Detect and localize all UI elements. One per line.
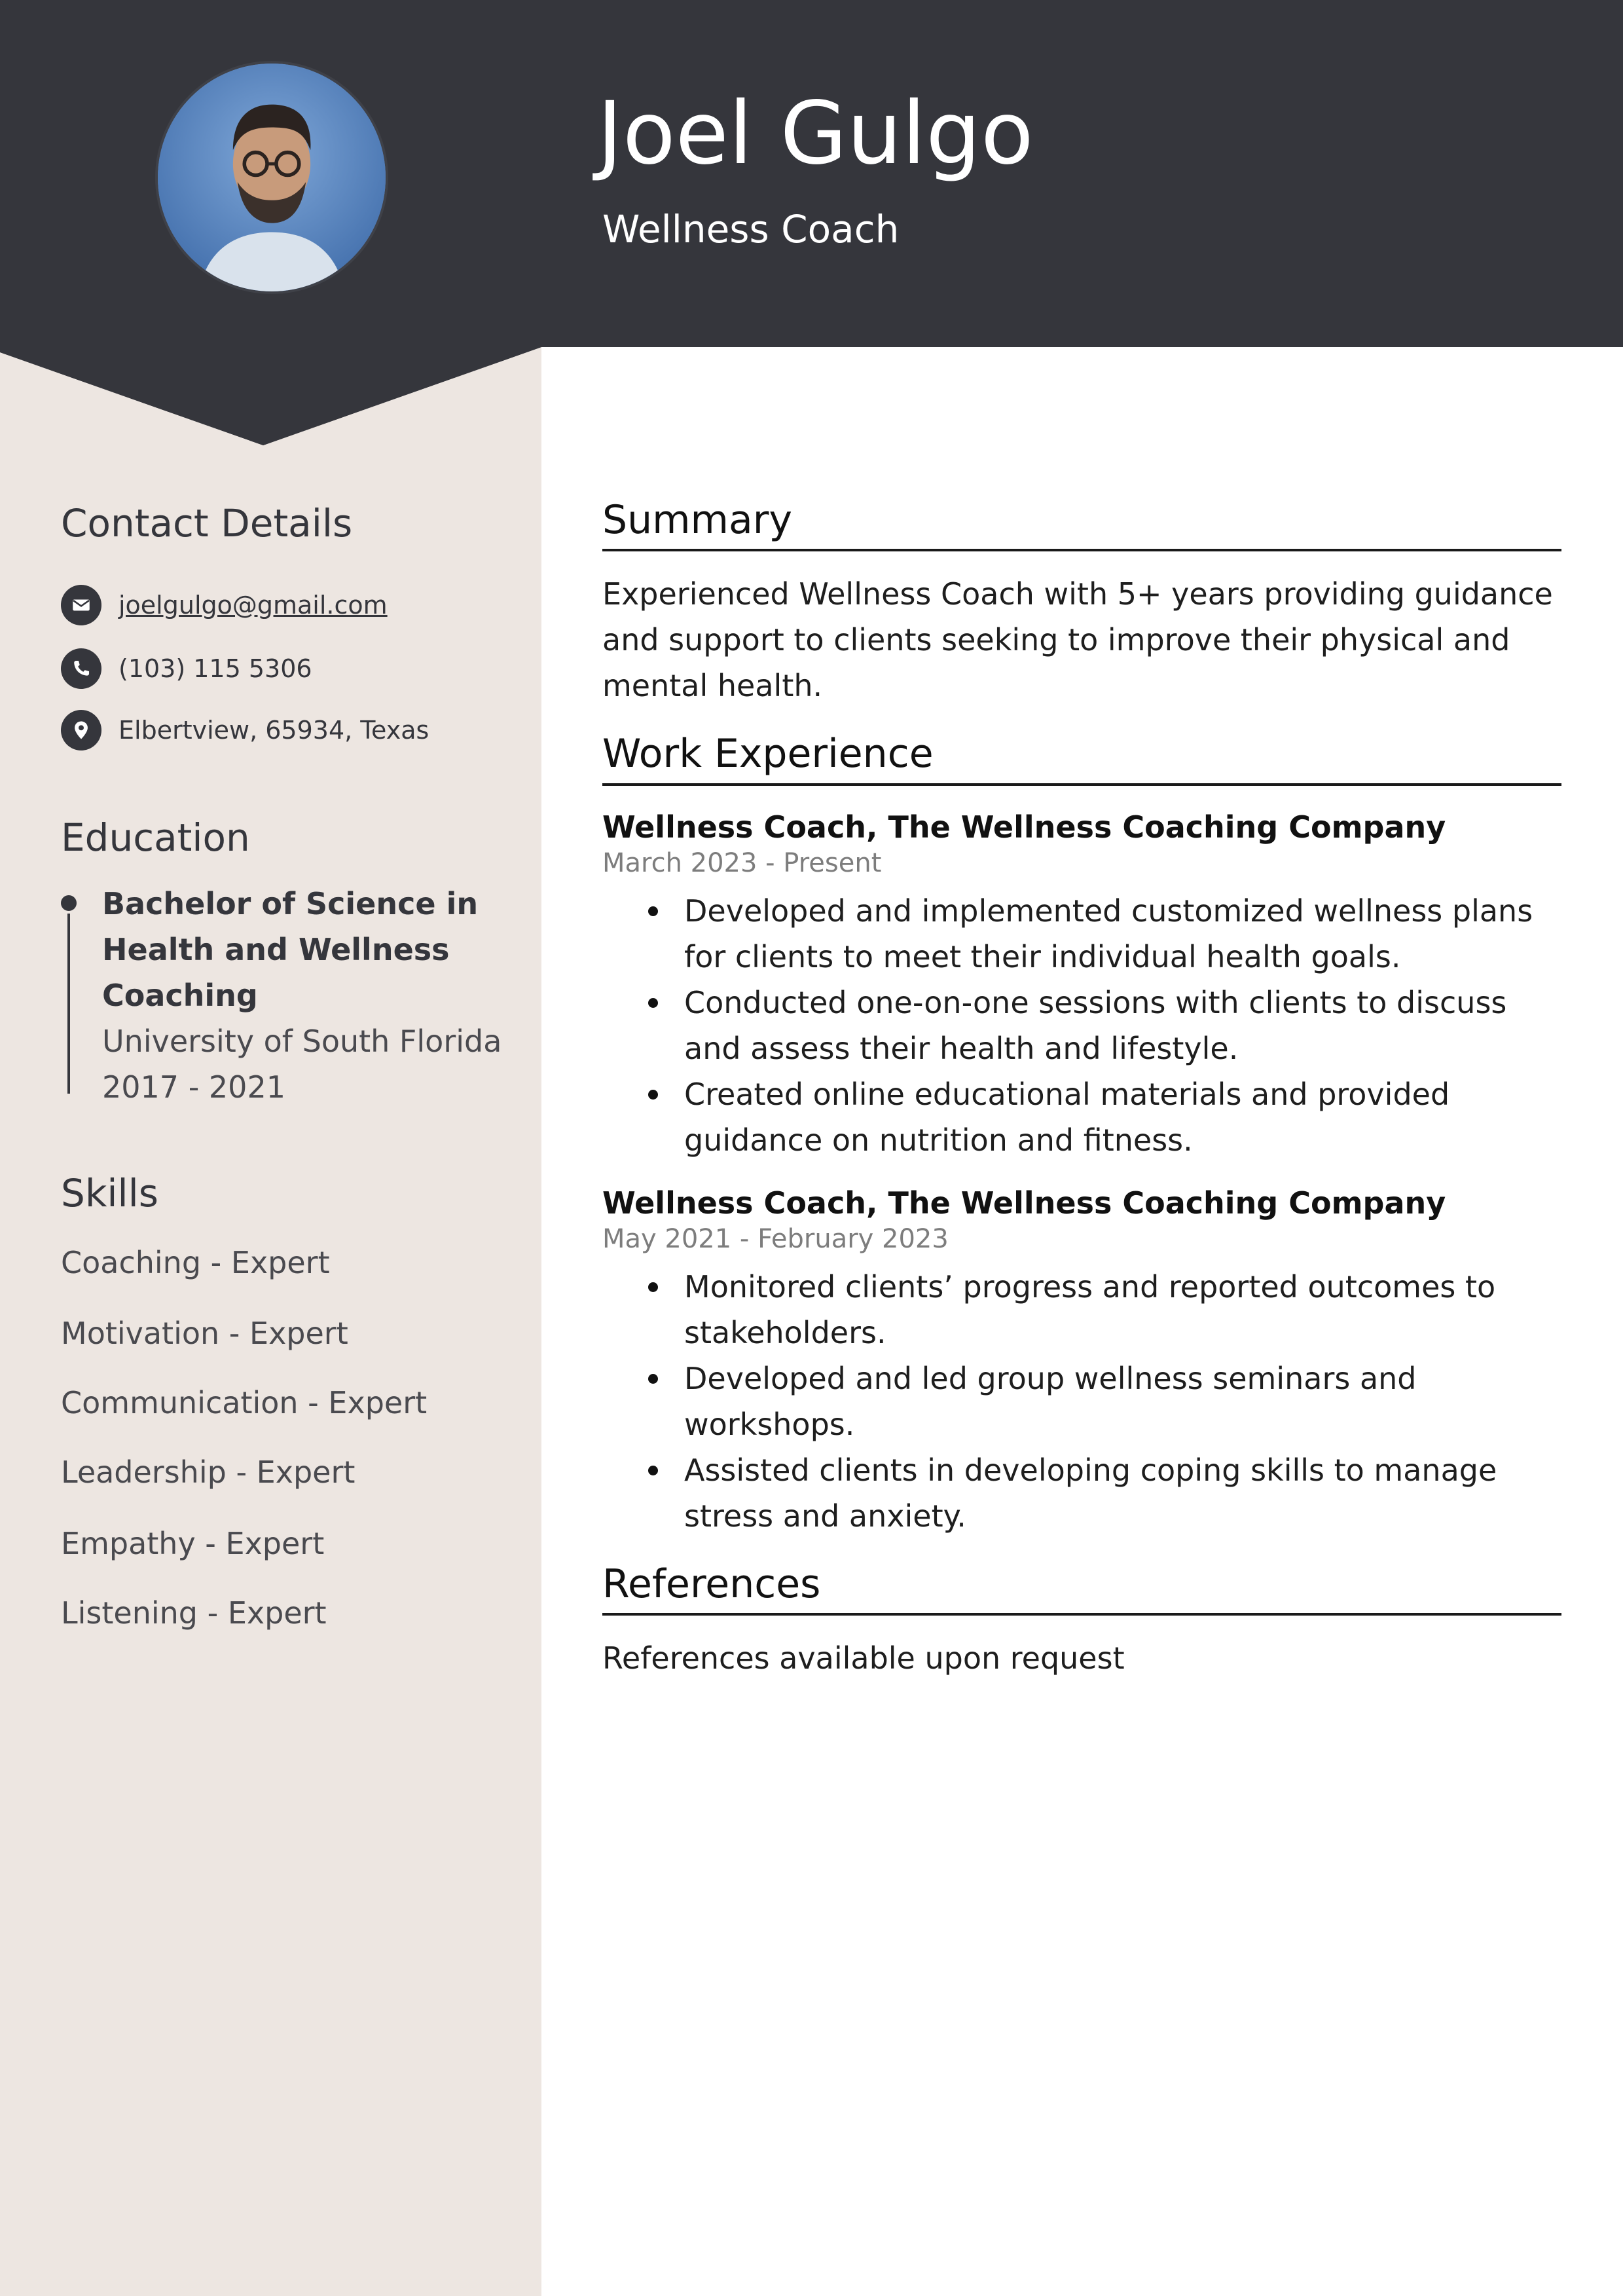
job-bullet: Developed and led group wellness seminars and workshops. — [602, 1356, 1565, 1447]
job-heading: Wellness Coach, The Wellness Coaching Company — [602, 809, 1446, 845]
candidate-name: Joel Gulgo — [597, 83, 1034, 184]
skill-item: Listening - Expert — [61, 1595, 327, 1631]
job-bullet: Monitored clients’ progress and reported outcomes to stakeholders. — [602, 1264, 1565, 1356]
job-bullet: Developed and implemented customized wellness plans for clients to meet their individual health goals. — [602, 888, 1565, 980]
contact-address-row — [61, 710, 429, 750]
skill-item: Coaching - Expert — [61, 1245, 330, 1280]
summary-text: Experienced Wellness Coach with 5+ years providing guidance and support to clients seeking to improve their physical and mental health. — [602, 576, 1553, 703]
skills-section-title: Skills — [61, 1171, 158, 1215]
education-school: University of South Florida — [102, 1024, 502, 1059]
skill-item: Leadership - Expert — [61, 1454, 356, 1490]
contact-phone: (103) 115 5306 — [119, 654, 312, 683]
job-dates: March 2023 - Present — [602, 848, 882, 878]
education-section-title: Education — [61, 815, 250, 860]
education-years: 2017 - 2021 — [102, 1069, 285, 1105]
skill-item: Motivation - Expert — [61, 1316, 348, 1351]
phone-icon — [61, 648, 101, 689]
section-divider — [602, 549, 1561, 551]
location-pin-icon — [61, 710, 101, 750]
section-divider — [602, 1613, 1561, 1616]
education-degree: Bachelor of Science in Health and Wellness Coaching — [102, 886, 479, 1013]
contact-email-link[interactable]: joelgulgo@gmail.com — [119, 591, 388, 620]
contact-section-title: Contact Details — [61, 501, 353, 546]
experience-section-title: Work Experience — [602, 731, 934, 777]
contact-phone-row — [61, 648, 312, 689]
profile-photo — [158, 64, 386, 291]
job-bullet: Created online educational materials and provided guidance on nutrition and fitness. — [602, 1071, 1565, 1163]
envelope-icon — [61, 585, 101, 625]
candidate-title: Wellness Coach — [602, 207, 900, 251]
contact-email-row[interactable] — [61, 585, 388, 625]
contact-address: Elbertview, 65934, Texas — [119, 716, 429, 745]
job-bullet: Conducted one-on-one sessions with clients to discuss and assess their health and lifestyle. — [602, 980, 1565, 1071]
job-dates: May 2021 - February 2023 — [602, 1224, 949, 1254]
section-divider — [602, 783, 1561, 786]
job-bullets — [602, 1264, 1565, 1539]
timeline-dot — [61, 895, 77, 911]
timeline-line — [67, 914, 70, 1094]
avatar — [155, 61, 388, 294]
job-bullets — [602, 888, 1565, 1163]
skill-item: Empathy - Expert — [61, 1526, 325, 1561]
summary-section-title: Summary — [602, 497, 792, 543]
education-entry — [61, 881, 519, 1103]
references-section-title: References — [602, 1561, 821, 1607]
job-bullet: Assisted clients in developing coping skills to manage stress and anxiety. — [602, 1447, 1565, 1539]
skill-item: Communication - Expert — [61, 1385, 428, 1420]
job-heading: Wellness Coach, The Wellness Coaching Company — [602, 1185, 1446, 1221]
references-text: References available upon request — [602, 1640, 1125, 1676]
